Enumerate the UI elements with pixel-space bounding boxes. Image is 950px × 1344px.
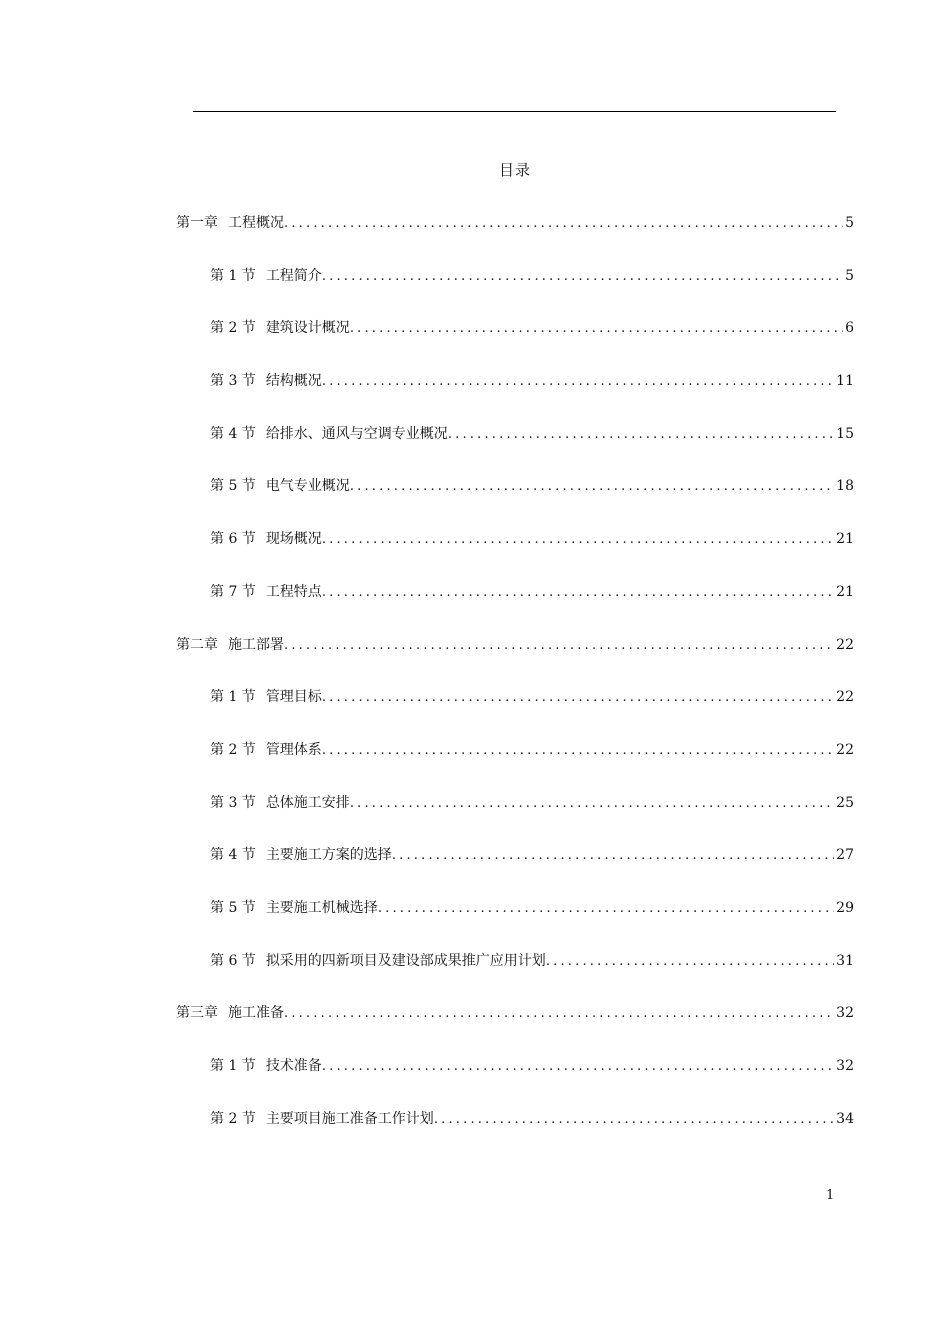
toc-entry-title: 现场概况 <box>265 531 322 548</box>
page-number: 1 <box>826 1188 835 1203</box>
dot-leader <box>284 212 843 236</box>
toc-section-entry[interactable] <box>176 422 854 475</box>
dot-leader <box>322 370 834 394</box>
toc-chapter-entry[interactable] <box>176 211 854 264</box>
toc-section-entry[interactable] <box>176 369 854 422</box>
toc-entry-title: 主要施工方案的选择 <box>265 847 392 864</box>
dot-leader <box>448 423 834 447</box>
toc-entry-label <box>176 211 284 235</box>
toc-entry-page: 22 <box>836 636 854 653</box>
toc-entry-label <box>210 843 392 867</box>
toc-entry-number: 第 5 节 <box>210 899 256 916</box>
toc-entry-page: 21 <box>836 583 854 600</box>
toc-entry-title: 拟采用的四新项目及建设部成果推广应用计划 <box>265 952 546 969</box>
toc-chapter-entry[interactable] <box>176 1001 854 1054</box>
toc-entry-title: 施工准备 <box>228 1005 284 1022</box>
toc-entry-number: 第 7 节 <box>210 583 256 600</box>
toc-entry-number: 第一章 <box>176 215 218 231</box>
toc-chapter-entry[interactable] <box>176 633 854 686</box>
toc-entry-title: 施工部署 <box>228 636 284 653</box>
toc-entry-number: 第三章 <box>176 1005 218 1022</box>
dot-leader <box>378 897 834 921</box>
toc-section-entry[interactable] <box>176 264 854 317</box>
toc-entry-page: 22 <box>836 741 854 758</box>
toc-entry-label <box>210 1054 322 1078</box>
toc-entry-label <box>210 316 350 340</box>
toc-entry-label <box>210 369 322 393</box>
toc-entry-title: 给排水、通风与空调专业概况 <box>265 425 448 442</box>
toc-entry-number: 第 2 节 <box>210 741 256 758</box>
toc-entry-page: 31 <box>836 952 854 969</box>
toc-entry-label <box>210 949 546 973</box>
toc-entry-page: 21 <box>836 531 854 548</box>
toc-section-entry[interactable] <box>176 685 854 738</box>
dot-leader <box>350 475 834 499</box>
toc-entry-title: 工程简介 <box>265 267 322 284</box>
toc-section-entry[interactable] <box>176 580 854 633</box>
toc-section-entry[interactable] <box>176 949 854 1002</box>
toc-entry-page: 32 <box>836 1058 854 1074</box>
toc-entry-page: 34 <box>836 1110 854 1127</box>
dot-leader <box>350 317 843 341</box>
toc-entry-number: 第 4 节 <box>210 847 256 864</box>
toc-entry-number: 第 1 节 <box>210 689 256 706</box>
toc-entry-page: 27 <box>836 847 854 864</box>
toc-title: 目录 <box>498 161 531 179</box>
toc-section-entry[interactable] <box>176 791 854 844</box>
toc-entry-label <box>210 685 322 709</box>
dot-leader <box>322 581 834 605</box>
toc-entry-title: 工程概况 <box>228 215 284 231</box>
dot-leader <box>322 686 834 710</box>
dot-leader <box>284 1002 834 1026</box>
toc-section-entry[interactable] <box>176 1054 854 1107</box>
toc-section-entry[interactable] <box>176 896 854 949</box>
header-rule <box>193 111 836 112</box>
toc-entry-number: 第 6 节 <box>210 952 256 969</box>
toc-entry-label <box>210 474 350 498</box>
toc-entry-label <box>210 791 350 815</box>
dot-leader <box>322 739 834 763</box>
toc-entry-title: 技术准备 <box>265 1058 322 1074</box>
toc-entry-title: 结构概况 <box>265 373 322 390</box>
toc-entry-label <box>210 264 322 288</box>
toc-entry-title: 工程特点 <box>265 583 322 600</box>
toc-entry-label <box>176 1001 284 1025</box>
toc-entry-label <box>210 738 322 762</box>
toc-entry-page: 15 <box>836 425 854 442</box>
dot-leader <box>322 265 843 289</box>
toc-entry-number: 第二章 <box>176 636 218 653</box>
toc-entry-number: 第 4 节 <box>210 425 256 442</box>
toc-section-entry[interactable] <box>176 316 854 369</box>
toc-entry-page: 5 <box>845 267 854 284</box>
toc-entry-title: 主要项目施工准备工作计划 <box>265 1110 434 1127</box>
toc-entry-number: 第 3 节 <box>210 794 256 811</box>
dot-leader <box>350 792 834 816</box>
toc-entry-label <box>210 1107 434 1131</box>
toc-entry-page: 11 <box>836 373 854 390</box>
toc-entry-page: 32 <box>836 1005 854 1022</box>
toc-entry-page: 25 <box>836 794 854 811</box>
toc-entry-label <box>210 580 322 604</box>
toc-entry-label <box>210 527 322 551</box>
dot-leader <box>322 528 834 552</box>
toc-entry-page: 29 <box>836 899 854 916</box>
toc-entry-title: 建筑设计概况 <box>265 320 350 337</box>
toc-entry-title: 管理体系 <box>265 741 322 758</box>
toc-entry-number: 第 1 节 <box>210 1058 256 1074</box>
toc-entry-number: 第 2 节 <box>210 1110 256 1127</box>
toc-entry-page: 6 <box>845 320 854 337</box>
toc-entry-page: 5 <box>845 215 854 231</box>
toc-section-entry[interactable] <box>176 1107 854 1160</box>
toc-entry-title: 主要施工机械选择 <box>265 899 378 916</box>
toc-entry-label <box>176 633 284 657</box>
dot-leader <box>392 844 834 868</box>
dot-leader <box>284 634 834 658</box>
toc-section-entry[interactable] <box>176 527 854 580</box>
dot-leader <box>434 1108 834 1132</box>
toc-entry-number: 第 6 节 <box>210 531 256 548</box>
toc-entry-number: 第 2 节 <box>210 320 256 337</box>
dot-leader <box>322 1055 834 1079</box>
toc-section-entry[interactable] <box>176 738 854 791</box>
toc-entry-number: 第 3 节 <box>210 373 256 390</box>
toc-entry-label <box>210 422 448 446</box>
dot-leader <box>546 950 834 974</box>
toc-entry-page: 22 <box>836 689 854 706</box>
toc-section-entry[interactable] <box>176 843 854 896</box>
toc-section-entry[interactable] <box>176 474 854 527</box>
toc-entry-number: 第 1 节 <box>210 267 256 284</box>
toc-entry-title: 管理目标 <box>265 689 322 706</box>
toc-list <box>176 211 854 1159</box>
toc-entry-title: 总体施工安排 <box>265 794 350 811</box>
toc-entry-page: 18 <box>836 478 854 495</box>
toc-entry-number: 第 5 节 <box>210 478 256 495</box>
toc-entry-label <box>210 896 378 920</box>
toc-entry-title: 电气专业概况 <box>265 478 350 495</box>
